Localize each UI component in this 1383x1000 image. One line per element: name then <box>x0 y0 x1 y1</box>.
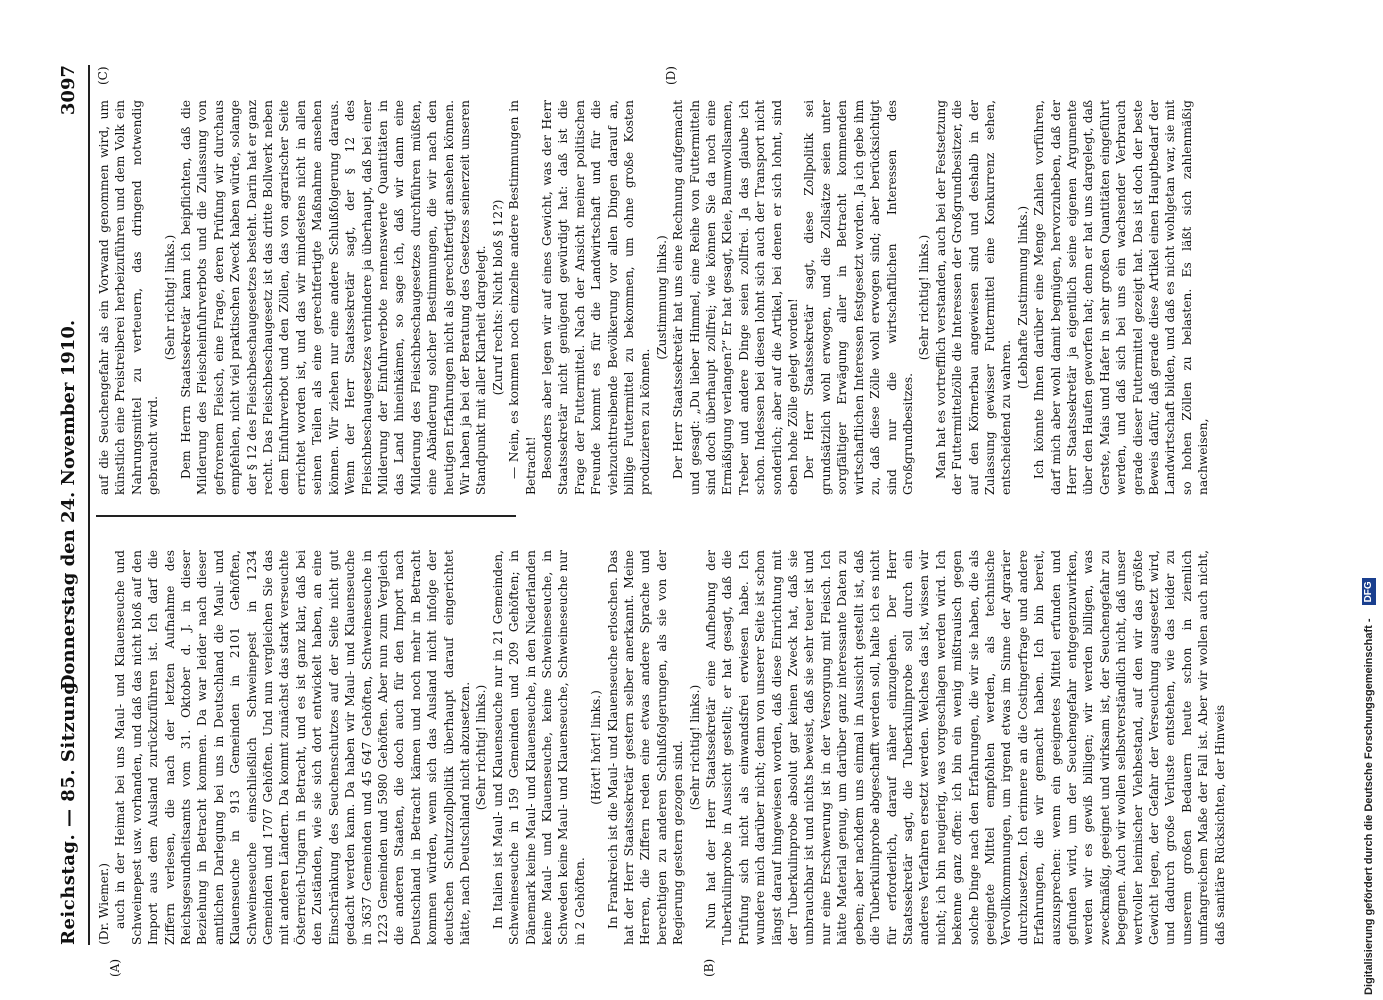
header-rule <box>88 65 90 945</box>
margin-marker-b: (B) <box>702 958 716 977</box>
column-divider <box>96 516 516 518</box>
paragraph: Ich könnte Ihnen darüber eine Menge Zahlen vorführen, darf mich aber wohl damit begnügen, hervorzuheben, daß der Herr Staatssekretär ja eigentlich seine eigenen Argumente über den Haufen geworfen hat; denn er hat uns dargelegt, daß Gerste, Mais und Hafer in sehr großen Quantitäten eingeführt werden, und daß sich bei uns ein wachsender Verbrauch gerade dieser Futtermittel gezeigt hat. Das ist doch der beste Beweis dafür, daß gerade diese Artikel einen Hauptbedarf der Landwirtschaft bilden, und daß es nicht wohlgetan war, sie mit so hohen Zöllen zu belasten. Es läßt sich zahlenmäßig nachweisen, <box>1032 100 1211 495</box>
page-number: 3097 <box>58 65 79 116</box>
paragraph: Besonders aber legen wir auf eines Gewicht, was der Herr Staatssekretär nicht genügend gewürdigt hat: daß ist die Frage der Futtermittel. Nach der Ansicht meiner politischen Freunde kommt es für die Landwirtschaft und für die viehzuchttreibende Bevölkerung vor allen Dingen darauf an, billige Futtermittel zu bekommen, um ohne große Kosten produzieren zu können. <box>539 100 653 495</box>
paragraph: Dem Herrn Staatssekretär kann ich beipflichten, daß die Milderung des Fleischeinfuhrverbots und die Zulassung von gefrorenem Fleisch, eine Frage, deren Prüfung wir durchaus empfehlen, nicht viel praktischen Zweck haben würde, solange der § 12 des Fleischbeschaugesetzes besteht. Darin hat er ganz recht. Das Fleischbeschaugesetz ist das dritte Bollwerk neben dem Einfuhrverbot und den Zöllen, das von agrarischer Seite errichtet worden ist, und das wir mindestens nicht in allen seinen Teilen als eine gerechtfertigte Maßnahme ansehen können. Wir ziehen nur eine andere Schlußfolgerung daraus. Wenn der Herr Staatssekretär sagt, der § 12 des Fleischbeschaugesetzes verhindere ja überhaupt, daß bei einer Milderung der Einfuhrverbote nennenswerte Quantitäten in das Land hineinkämen, so sage ich, daß wir dann eine Milderung des Fleischbeschaugesetzes durchführen müßten, eine Abänderung solcher Bestimmungen, die wir nach den heutigen Erfahrungen nicht als gerechtfertigt ansehen können. Wir haben ja bei der Beratung des Gesetzes seinerzeit unseren Standpunkt mit aller Klarheit dargelegt. <box>179 100 489 495</box>
rotated-page <box>52 65 1314 977</box>
credit-line <box>1356 5 1382 995</box>
dfg-logo: DFG <box>1362 578 1376 605</box>
speaker-name: (Dr. Wiemer.) <box>97 862 111 945</box>
paragraph: auf die Seuchengefahr als ein Vorwand genommen wird, um künstlich eine Preistreiberei herbeizuführen und dem Volk ein Nahrungsmittel zu verteuern, das dringend notwendig gebraucht wird. <box>97 100 161 495</box>
paragraph: auch in der Heimat bei uns Maul- und Klauenseuche und Schweinepest usw. vorhanden, und daß das nicht bloß auf den Import aus dem Ausland zurückzuführen ist. Ich darf die Ziffern verlesen, die nach der letzten Aufnahme des Reichsgesundheitsamts vom 31. Oktober d. J. in dieser Beziehung in Betracht kommen. Da war leider nach dieser amtlichen Darlegung bei uns in Deutschland die Maul- und Klauenseuche in 913 Gemeinden in 2101 Gehöften, Schweineseuche einschließlich Schweinepest in 1234 Gemeinden und 1707 Gehöften. Und nun vergleichen Sie das mit anderen Ländern. Da kommt zunächst das stark verseuchte Österreich-Ungarn in Betracht, und es ist ganz klar, daß bei den Zuständen, wie sie sich dort entwickelt haben, an eine Einschränkung des Seuchenschutzes auf der Seite nicht gut gedacht werden kann. Da haben wir Maul- und Klauenseuche in 3637 Gemeinden und 45 647 Gehöften, Schweineseuche in 1223 Gemeinden und 5980 Gehöften. Aber nun zum Vergleich die anderen Staaten, die doch auch für den Import nach Deutschland in Betracht kämen und noch mehr in Betracht kommen würden, wenn sich das Ausland nicht infolge der deutschen Schutzzollpolitik überhaupt darauf eingerichtet hätte, nach Deutschland nicht abzusetzen. <box>113 550 472 945</box>
interjection: (Sehr richtig! links.) <box>917 234 932 361</box>
interjection: (Zustimmung links.) <box>654 235 669 360</box>
paragraph: In Italien ist Maul- und Klauenseuche nur in 21 Gemeinden, Schweineseuche in 159 Gemeinden und 209 Gehöften; in Dänemark keine Maul- und Klauenseuche, in den Niederlanden keine Maul- und Klauenseuche, keine Schweineseuche, in Schweden keine Maul- und Klauenseuche, Schweineseuche nur in 2 Gehöften. <box>490 550 587 945</box>
interjection: (Hört! hört! links.) <box>589 690 604 805</box>
interjection: (Sehr richtig! links.) <box>474 684 489 811</box>
paragraph: Der Herr Staatssekretär sagt, diese Zollpolitik sei grundsätzlich wohl erwogen, und die Zollsätze seien unter sorgfältiger Erwägung aller in Betracht kommenden wirtschaftlichen Interessen festgesetzt worden. Ja ich gebe ihm zu, daß diese Zölle wohl erwogen sind; aber berücksichtigt sind nur die wirtschaftlichen Interessen des Großgrundbesitzes. <box>802 100 915 495</box>
left-column <box>96 550 1228 945</box>
interjection: (Sehr richtig! links.) <box>687 684 702 811</box>
paragraph: In Frankreich ist die Maul- und Klauenseuche erloschen. Das hat der Herr Staatssekretär gestern selber anerkannt. Meine Herren, die Ziffern reden eine etwas andere Sprache und berechtigen zu anderen Schlußfolgerungen, als sie von der Regierung gestern gezogen sind. <box>605 550 686 945</box>
credit-text: Digitalisierung gefördert durch die Deutsche Forschungsgemeinschaft - <box>1363 618 1375 995</box>
margin-marker-d: (D) <box>664 66 678 85</box>
interjection: (Lebhafte Zustimmung links.) <box>1015 205 1030 390</box>
right-column <box>96 100 1212 495</box>
digitization-credit <box>1356 5 1382 995</box>
header-date: Donnerstag den 24. November 1910. <box>58 319 79 691</box>
header-left: Reichstag. — 85. Sitzung. <box>58 674 79 945</box>
paragraph: Der Herr Staatssekretär hat uns eine Rechnung aufgemacht und gesagt: „Du lieber Himmel, eine Reihe von Futtermitteln sind doch überhaupt zollfrei; wie können Sie da noch eine Ermäßigung verlangen?“ Er hat gesagt, Kleie, Baumwollsamen, Treber und andere Dinge seien zollfrei. Ja das glaube ich schon. Indessen bei diesen lohnt sich auch der Transport nicht sonderlich; aber auf die Artikel, bei denen er sich lohnt, sind eben hohe Zölle gelegt worden! <box>671 100 801 495</box>
page-header <box>52 65 88 945</box>
paragraph: Man hat es vortrefflich verstanden, auch bei der Festsetzung der Futtermittelzölle die Interessen der Großgrundbesitzer, die auf den Körnerbau angewiesen sind und deshalb in der Zulassung gewisser Futtermittel eine Konkurrenz sehen, entscheidend zu wahren. <box>933 100 1014 495</box>
paragraph: Nun hat der Herr Staatssekretär eine Aufhebung der Tuberkulinprobe in Aussicht gestellt; er hat gesagt, daß die Prüfung sich nicht als einwandsfrei erwiesen habe. Ich wundere mich darüber nicht; denn von unserer Seite ist schon längst darauf hingewiesen worden, daß diese Einrichtung mit der Tuberkulinprobe absolut gar keinen Zweck hat, daß sie unbrauchbar ist und nichts beweist, daß sie sehr teuer ist und nur eine Erschwerung ist in der Versorgung mit Fleisch. Ich hätte Material genug, um darüber ganz interessante Daten zu geben; aber nachdem uns einmal in Aussicht gestellt ist, daß die Tuberkulinprobe abgeschafft werden soll, halte ich es nicht für erforderlich, darauf näher einzugehen. Der Herr Staatssekretär sagt, die Tuberkulinprobe soll durch ein anderes Verfahren ersetzt werden. Welches das ist, wissen wir nicht; ich bin neugierig, was vorgeschlagen werden wird. Ich bekenne ganz offen: ich bin ein wenig mißtrauisch gegen solche Dinge nach den Erfahrungen, die wir sie haben, die als geeignete Mittel empfohlen werden, als technische Vervollkommnungen, um irgend etwas im Sinne der Agrarier durchzusetzen. Ich erinnere an die Costingerfrage und andere Erfahrungen, die wir gemacht haben. Ich bin bereit, auszusprechen: wenn ein geeignetes Mittel erfunden und gefunden wird, um der Seuchengefahr entgegenzuwirken, werden wir es gewiß billigen; wir werden billigen, was zweckmäßig, geeignet und wirksam ist, der Seuchengefahr zu begegnen. Auch wir wollen selbstverständlich nicht, daß unser wertvoller heimischer Viehbestand, auf den wir das größte Gewicht legen, der Gefahr der Verseuchung ausgesetzt wird, und dadurch große Verluste entstehen, wie das leider zu unserem großen Bedauern heute schon in ziemlich umfangreichem Maße der Fall ist. Aber wir wollen auch nicht, daß sanitäre Rücksichten, der Hinweis <box>704 550 1227 945</box>
margin-marker-a: (A) <box>108 958 122 977</box>
paragraph: — Nein, es kommen noch einzelne andere Bestimmungen in Betracht! <box>507 100 538 495</box>
interjection: (Sehr richtig! links.) <box>162 234 177 361</box>
interjection: (Zuruf rechts: Nicht bloß § 12?) <box>490 199 505 396</box>
margin-marker-c: (C) <box>96 66 110 85</box>
